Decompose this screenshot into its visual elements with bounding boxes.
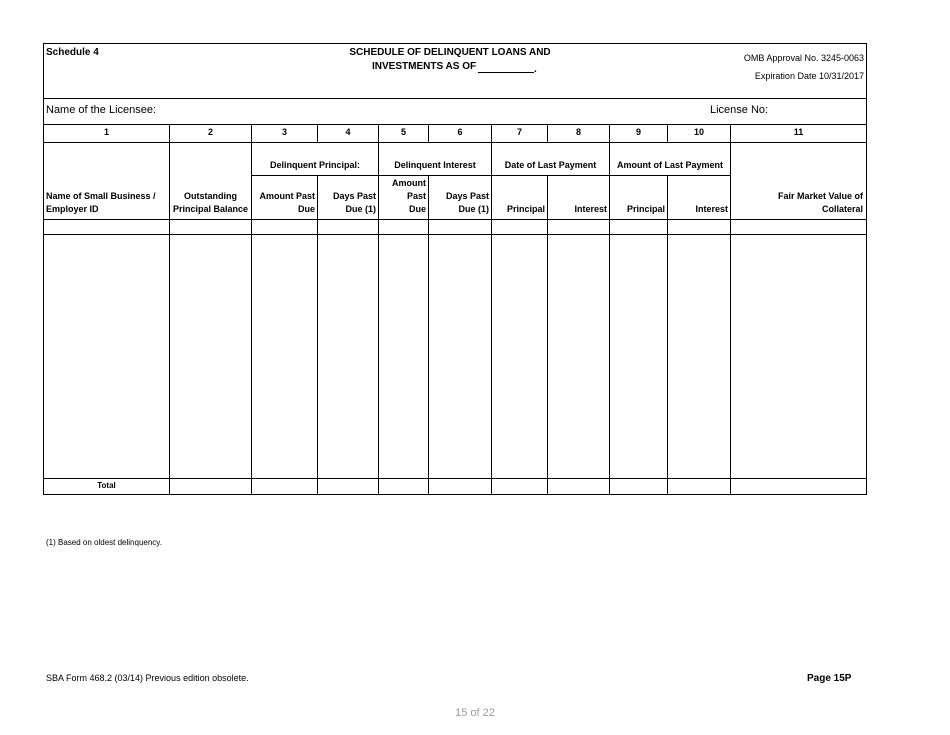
column-header-days-past-due-principal: [318, 190, 376, 216]
expiration-date: Expiration Date 10/31/2017: [754, 71, 864, 81]
form-title-line2: INVESTMENTS AS OF: [372, 61, 477, 72]
column-header-days-past-due-interest-line2: Due (1): [458, 204, 489, 214]
column-number-9: 9: [635, 127, 641, 137]
title-period: .: [534, 64, 537, 75]
column-header-amount-interest: Interest: [695, 204, 728, 214]
group-date-last-payment: Date of Last Payment: [504, 160, 597, 170]
column-header-date-interest: Interest: [574, 204, 607, 214]
page-number: Page 15P: [807, 673, 852, 684]
column-header-date-principal: Principal: [506, 204, 545, 214]
column-number-1: 1: [103, 127, 109, 137]
license-number-field[interactable]: [770, 100, 864, 122]
column-header-amount-past-due-interest-line2: Past: [406, 191, 426, 201]
column-header-amount-past-due: [252, 190, 315, 216]
group-delinquent-principal: Delinquent Principal:: [269, 160, 360, 170]
column-header-days-past-due-interest-line1: Days Past: [445, 191, 489, 201]
column-number-6: 6: [457, 127, 463, 137]
column-header-amount-past-due-interest-line3: Due: [408, 204, 426, 214]
total-label: Total: [97, 481, 116, 490]
as-of-date-field[interactable]: [478, 72, 534, 73]
column-header-amount-past-due-interest: [379, 177, 426, 216]
column-number-3: 3: [281, 127, 287, 137]
column-number-5: 5: [400, 127, 406, 137]
column-header-business-name-line2: Employer ID: [46, 204, 99, 214]
column-header-fair-market-value-line1: Fair Market Value of: [777, 191, 863, 201]
column-header-fair-market-value: [731, 190, 863, 216]
column-header-business-name: [46, 190, 168, 216]
form-number: SBA Form 468.2 (03/14) Previous edition obsolete.: [46, 673, 249, 683]
column-number-2: 2: [207, 127, 213, 137]
column-header-days-past-due-principal-line2: Due (1): [345, 204, 376, 214]
column-header-business-name-line1: Name of Small Business /: [46, 191, 156, 201]
page-indicator: 15 of 22: [455, 707, 495, 719]
license-number-label: License No:: [710, 104, 769, 116]
licensee-name-label: Name of the Licensee:: [46, 104, 157, 116]
schedule-label: Schedule 4: [46, 47, 99, 58]
footnote: (1) Based on oldest delinquency.: [46, 538, 162, 547]
column-header-days-past-due-interest: [429, 190, 489, 216]
column-number-7: 7: [516, 127, 522, 137]
column-number-11: 11: [793, 127, 804, 137]
omb-approval: OMB Approval No. 3245-0063: [743, 53, 864, 63]
column-header-outstanding-principal-line2: Principal Balance: [172, 204, 249, 214]
table-row[interactable]: [44, 220, 866, 234]
licensee-name-field[interactable]: [160, 100, 700, 122]
column-header-amount-past-due-line2: Due: [297, 204, 315, 214]
column-header-amount-past-due-line1: Amount Past: [259, 191, 315, 201]
group-delinquent-interest: Delinquent Interest: [394, 160, 476, 170]
column-number-8: 8: [575, 127, 581, 137]
column-header-amount-principal: Principal: [626, 204, 665, 214]
group-amount-last-payment: Amount of Last Payment: [616, 160, 723, 170]
form-title-line1: SCHEDULE OF DELINQUENT LOANS AND: [349, 47, 551, 58]
column-number-10: 10: [693, 127, 704, 137]
column-header-days-past-due-principal-line1: Days Past: [332, 191, 376, 201]
column-header-outstanding-principal: [170, 190, 251, 216]
column-header-outstanding-principal-line1: Outstanding: [184, 191, 237, 201]
table-body[interactable]: [44, 235, 866, 478]
column-header-amount-past-due-interest-line1: Amount: [392, 178, 426, 188]
column-header-fair-market-value-line2: Collateral: [821, 204, 863, 214]
column-number-4: 4: [345, 127, 351, 137]
